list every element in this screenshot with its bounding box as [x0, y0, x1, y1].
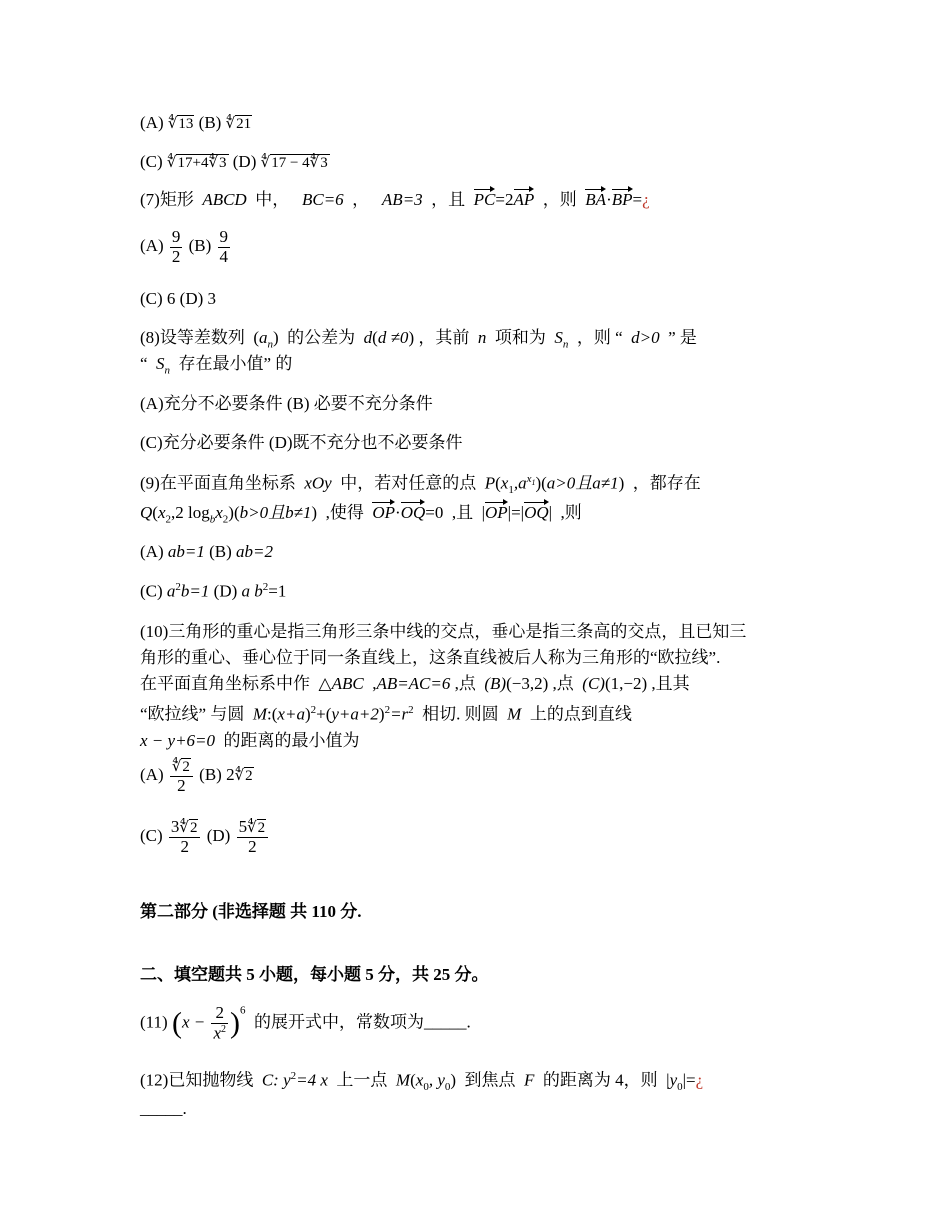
- section-2-heading: 第二部分 (非选择题 共 110 分.: [140, 902, 362, 921]
- q6-options-ab: (A) ∜13 (B) ∜21: [140, 113, 252, 132]
- question-9-stem-line1: (9)在平面直角坐标系 xOy 中，若对任意的点 $P(x_1,a^{x_1})(a>0$且a≠1) ，都存在: [140, 473, 701, 497]
- q7-options-cd: (C) 6 (D) 3: [140, 289, 217, 308]
- question-12-blank: _____.: [140, 1099, 187, 1118]
- q9-options-cd: (C) $a^2b=1$ (D) a $b^2=1$: [140, 581, 287, 601]
- q6-options-cd: (C) ∜17+4∜3 (D) ∜17 − 4∜3: [140, 152, 328, 171]
- question-10-stem: (10)三角形的重心是指三角形三条中线的交点，垂心是指三条高的交点，且已知三 角形的重心、垂心位于同一条直线上，这条直线被后人称为三角形的“欧拉线”. 在平面直角坐标系中作 △ABC ,AB=AC=6 ,点 (B)(−3,2) ,点 (C)(1,−2) ,且其 “欧拉线” 与圆 $M:(x+a)^2+(y+a+2)^2=r^2$ 相切. 则圆 M 上的点到直线 x − y+6=0 的距离的最小值为: [140, 622, 747, 750]
- q10-options-ab: (A) $\frac{∜2}{2}$ (B) 2∜2: [140, 759, 253, 795]
- q7-options-ab: (A) $\frac{9}{2}$ (B) $\frac{9}{4}$: [140, 227, 229, 266]
- question-8-stem-line1: (8)设等差数列 $(a_n)$ 的公差为 d(d ≠0) ，其前 n 项和为 $S_n$ ，则 “ d>0 ” 是: [140, 328, 697, 351]
- fill-in-heading: 二、填空题共 5 小题，每小题 5 分，共 25 分。: [140, 965, 489, 984]
- question-8-stem-line2: “ $S_n$ 存在最小值” 的: [140, 354, 293, 377]
- q10-options-cd: (C) $\frac{3∜2}{2}$ (D) $\frac{5∜2}{2}$: [140, 818, 270, 856]
- q8-options-cd: (C)充分必要条件 (D)既不充分也不必要条件: [140, 433, 463, 452]
- question-12-line1: (12)已知抛物线 C: $y^2=4$ x 上一点 $M(x_0$, $y_0$) 到焦点 F 的距离为 4，则 $|y_0|=¿$: [140, 1070, 704, 1094]
- q9-options-ab: (A) ab=1 (B) ab=2: [140, 542, 273, 561]
- q8-options-ab: (A)充分不必要条件 (B) 必要不充分条件: [140, 394, 433, 413]
- question-11: (11) (x − $\frac{2}{x^2}$ )$^6$ 的展开式中，常数项为_____.: [140, 1003, 471, 1043]
- question-7-stem: (7)矩形 ABCD 中， BC=6 ， AB=3 ，且 PC=2AP ，则 BA·BP=¿: [140, 190, 650, 209]
- question-9-stem-line2: $Q(x_2,2$ $\log_bx_2)(b>0$且b≠1) ,使得 OP·OQ=0 ,且 |OP|=|OQ| ,则: [140, 503, 582, 526]
